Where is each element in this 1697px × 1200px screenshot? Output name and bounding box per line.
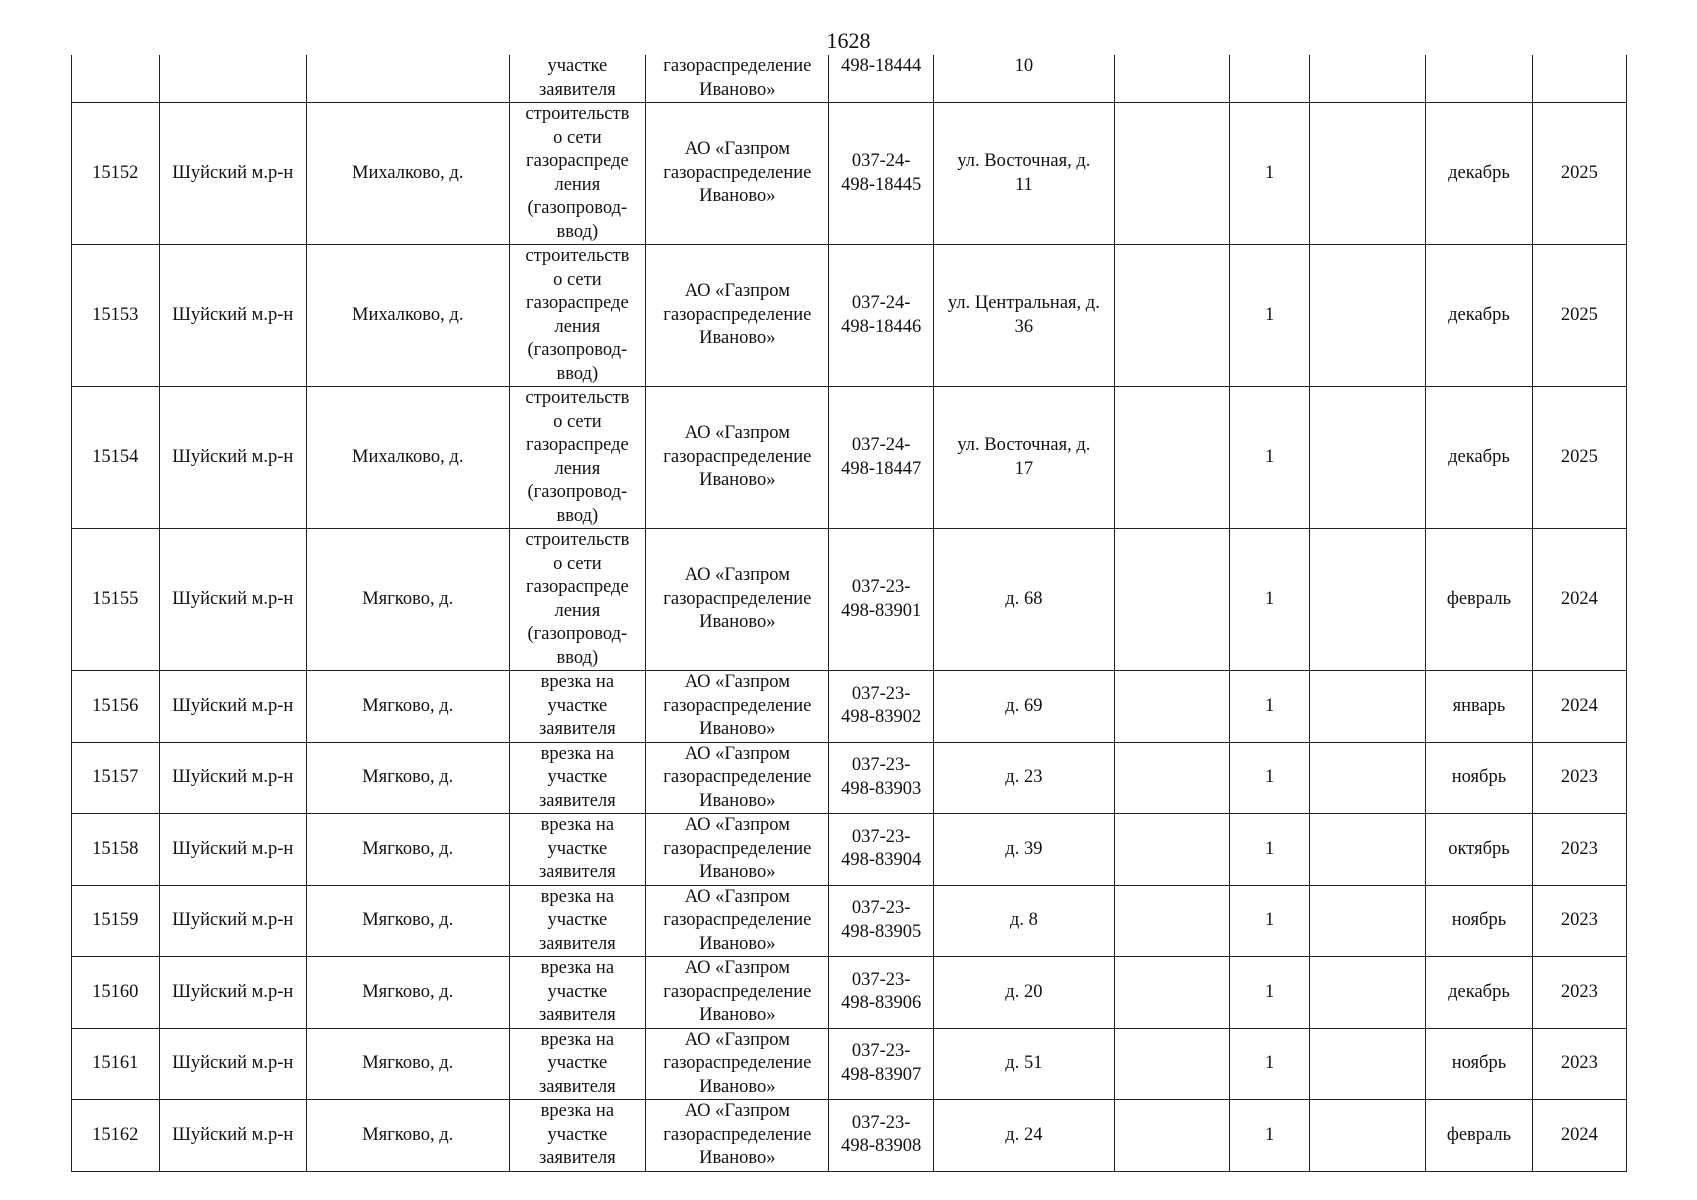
table-row (72, 1028, 1697, 1100)
cell-empty (1310, 529, 1426, 671)
cell-organization: АО «Газпром газораспределение Иваново» (646, 885, 829, 957)
cell-district: Шуйский м.р-н (159, 742, 306, 814)
cell-empty (1114, 245, 1229, 387)
cell-district: Шуйский м.р-н (159, 957, 306, 1029)
cell-locality: Мягково, д. (306, 885, 509, 957)
cell-address: д. 69 (933, 671, 1114, 743)
cell-month: ноябрь (1426, 742, 1532, 814)
cell-number: 15157 (72, 742, 160, 814)
cell-year: 2024 (1532, 671, 1626, 743)
cell-empty (1114, 671, 1229, 743)
cell-address: д. 8 (933, 885, 1114, 957)
cell-year: 2024 (1532, 529, 1626, 671)
cell-code: 037-23- 498-83906 (829, 957, 933, 1029)
cell-address: 10 (933, 55, 1114, 103)
gas-connection-table (71, 55, 1697, 1172)
cell-year: 2023 (1532, 1028, 1626, 1100)
cell-empty (1310, 1100, 1426, 1172)
cell-organization: АО «Газпром газораспределение Иваново» (646, 1100, 829, 1172)
cell-code: 037-24- 498-18446 (829, 245, 933, 387)
cell-count (1229, 55, 1310, 103)
cell-code: 037-23- 498-83907 (829, 1028, 933, 1100)
cell-year: 2023 (1532, 885, 1626, 957)
cell-empty (1310, 103, 1426, 245)
cell-year: 2023 (1532, 814, 1626, 886)
cell-code: 037-23- 498-83908 (829, 1100, 933, 1172)
cell-work-type: врезка на участке заявителя (509, 671, 646, 743)
cell-number: 15153 (72, 245, 160, 387)
cell-work-type: строительств о сети газораспреде ления (газопровод- ввод) (509, 529, 646, 671)
cell-empty (1114, 742, 1229, 814)
cell-district: Шуйский м.р-н (159, 814, 306, 886)
cell-number: 15156 (72, 671, 160, 743)
cell-district: Шуйский м.р-н (159, 671, 306, 743)
cell-count: 1 (1229, 885, 1310, 957)
cell-locality: Мягково, д. (306, 529, 509, 671)
cell-empty (1114, 957, 1229, 1029)
cell-organization: АО «Газпром газораспределение Иваново» (646, 671, 829, 743)
cell-code: 037-23- 498-83905 (829, 885, 933, 957)
cell-locality: Мягково, д. (306, 1100, 509, 1172)
cell-organization: АО «Газпром газораспределение Иваново» (646, 957, 829, 1029)
cell-year (1532, 55, 1626, 103)
cell-month: февраль (1426, 1100, 1532, 1172)
cell-address: д. 24 (933, 1100, 1114, 1172)
cell-number: 15155 (72, 529, 160, 671)
cell-code: 037-23- 498-83902 (829, 671, 933, 743)
cell-code: 037-23- 498-83903 (829, 742, 933, 814)
cell-work-type: строительств о сети газораспреде ления (газопровод- ввод) (509, 387, 646, 529)
cell-organization: газораспределение Иваново» (646, 55, 829, 103)
cell-organization: АО «Газпром газораспределение Иваново» (646, 814, 829, 886)
cell-address: д. 68 (933, 529, 1114, 671)
cell-work-type: строительств о сети газораспреде ления (газопровод- ввод) (509, 245, 646, 387)
cell-organization: АО «Газпром газораспределение Иваново» (646, 1028, 829, 1100)
cell-district: Шуйский м.р-н (159, 529, 306, 671)
cell-empty (1114, 387, 1229, 529)
cell-locality (306, 55, 509, 103)
cell-locality: Мягково, д. (306, 1028, 509, 1100)
table-row (72, 245, 1697, 387)
table-row (72, 671, 1697, 743)
cell-year: 2025 (1532, 245, 1626, 387)
continuation-row (72, 55, 1697, 103)
cell-empty (1114, 885, 1229, 957)
table-row (72, 814, 1697, 886)
cell-month: декабрь (1426, 957, 1532, 1029)
cell-count: 1 (1229, 387, 1310, 529)
cell-year: 2025 (1532, 387, 1626, 529)
cell-count: 1 (1229, 1028, 1310, 1100)
cell-month: декабрь (1426, 387, 1532, 529)
table-row (72, 885, 1697, 957)
cell-empty (1114, 103, 1229, 245)
cell-count: 1 (1229, 1100, 1310, 1172)
cell-empty (1310, 957, 1426, 1029)
cell-empty (1310, 671, 1426, 743)
cell-code: 037-24- 498-18445 (829, 103, 933, 245)
cell-code: 037-23- 498-83904 (829, 814, 933, 886)
cell-organization: АО «Газпром газораспределение Иваново» (646, 529, 829, 671)
cell-empty (1310, 1028, 1426, 1100)
cell-number: 15161 (72, 1028, 160, 1100)
cell-district: Шуйский м.р-н (159, 387, 306, 529)
cell-work-type: строительств о сети газораспреде ления (газопровод- ввод) (509, 103, 646, 245)
cell-number: 15154 (72, 387, 160, 529)
cell-district: Шуйский м.р-н (159, 885, 306, 957)
cell-count: 1 (1229, 957, 1310, 1029)
cell-locality: Мягково, д. (306, 957, 509, 1029)
cell-count: 1 (1229, 814, 1310, 886)
cell-count: 1 (1229, 671, 1310, 743)
cell-locality: Михалково, д. (306, 103, 509, 245)
cell-year: 2024 (1532, 1100, 1626, 1172)
cell-month: октябрь (1426, 814, 1532, 886)
cell-empty (1627, 55, 1697, 103)
page-number: 1628 (826, 28, 871, 53)
cell-organization: АО «Газпром газораспределение Иваново» (646, 245, 829, 387)
cell-number: 15158 (72, 814, 160, 886)
cell-empty (1114, 1100, 1229, 1172)
cell-month: ноябрь (1426, 885, 1532, 957)
cell-code: 037-23- 498-83901 (829, 529, 933, 671)
cell-address: ул. Центральная, д. 36 (933, 245, 1114, 387)
cell-locality: Мягково, д. (306, 814, 509, 886)
cell-number: 15152 (72, 103, 160, 245)
cell-district: Шуйский м.р-н (159, 1100, 306, 1172)
cell-empty (1114, 529, 1229, 671)
cell-locality: Мягково, д. (306, 742, 509, 814)
cell-number: 15160 (72, 957, 160, 1029)
cell-address: ул. Восточная, д. 17 (933, 387, 1114, 529)
table-row (72, 103, 1697, 245)
cell-code: 037-24- 498-18447 (829, 387, 933, 529)
cell-district: Шуйский м.р-н (159, 1028, 306, 1100)
cell-work-type: врезка на участке заявителя (509, 1028, 646, 1100)
cell-work-type: врезка на участке заявителя (509, 814, 646, 886)
cell-address: д. 39 (933, 814, 1114, 886)
cell-month: ноябрь (1426, 1028, 1532, 1100)
cell-empty (1310, 814, 1426, 886)
cell-work-type: врезка на участке заявителя (509, 885, 646, 957)
cell-empty (1310, 885, 1426, 957)
cell-month (1426, 55, 1532, 103)
cell-district: Шуйский м.р-н (159, 103, 306, 245)
cell-empty (1114, 814, 1229, 886)
cell-locality: Мягково, д. (306, 671, 509, 743)
cell-number: 15162 (72, 1100, 160, 1172)
cell-count: 1 (1229, 103, 1310, 245)
cell-organization: АО «Газпром газораспределение Иваново» (646, 387, 829, 529)
cell-work-type: врезка на участке заявителя (509, 957, 646, 1029)
cell-count: 1 (1229, 529, 1310, 671)
table-row (72, 529, 1697, 671)
cell-address: д. 20 (933, 957, 1114, 1029)
cell-month: декабрь (1426, 245, 1532, 387)
cell-address: д. 51 (933, 1028, 1114, 1100)
cell-month: январь (1426, 671, 1532, 743)
table-row (72, 742, 1697, 814)
cell-count: 1 (1229, 245, 1310, 387)
table-row (72, 1100, 1697, 1172)
cell-empty (1310, 55, 1426, 103)
cell-organization: АО «Газпром газораспределение Иваново» (646, 742, 829, 814)
cell-locality: Михалково, д. (306, 245, 509, 387)
table-body (72, 55, 1697, 1171)
cell-empty (1114, 55, 1229, 103)
cell-empty (1310, 245, 1426, 387)
cell-empty (1114, 1028, 1229, 1100)
cell-number (72, 55, 160, 103)
cell-organization: АО «Газпром газораспределение Иваново» (646, 103, 829, 245)
cell-month: февраль (1426, 529, 1532, 671)
cell-number: 15159 (72, 885, 160, 957)
table-row (72, 957, 1697, 1029)
cell-empty (1310, 387, 1426, 529)
cell-district (159, 55, 306, 103)
cell-year: 2023 (1532, 742, 1626, 814)
cell-work-type: участке заявителя (509, 55, 646, 103)
cell-address: ул. Восточная, д. 11 (933, 103, 1114, 245)
cell-empty (1310, 742, 1426, 814)
cell-year: 2023 (1532, 957, 1626, 1029)
cell-locality: Михалково, д. (306, 387, 509, 529)
cell-address: д. 23 (933, 742, 1114, 814)
cell-work-type: врезка на участке заявителя (509, 1100, 646, 1172)
cell-code: 498-18444 (829, 55, 933, 103)
table-row (72, 387, 1697, 529)
cell-count: 1 (1229, 742, 1310, 814)
cell-month: декабрь (1426, 103, 1532, 245)
cell-district: Шуйский м.р-н (159, 245, 306, 387)
cell-work-type: врезка на участке заявителя (509, 742, 646, 814)
cell-year: 2025 (1532, 103, 1626, 245)
